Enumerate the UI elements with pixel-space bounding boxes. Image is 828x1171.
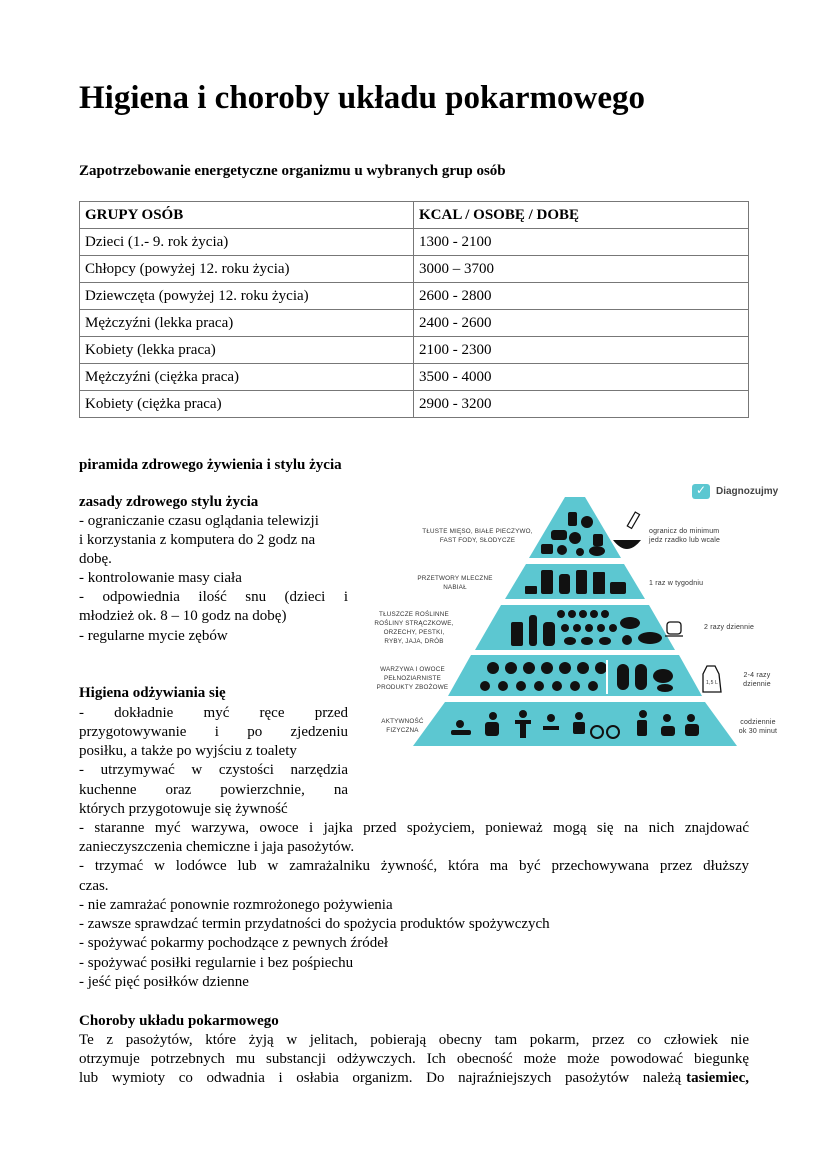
cell-group: Kobiety (ciężka praca) (80, 391, 414, 418)
table-row (80, 310, 749, 337)
label-line: ok 30 minut (738, 728, 778, 735)
energy-table (79, 201, 749, 418)
hygiene-line: - spożywać posiłki regularnie i bez pośpiechu (79, 955, 354, 971)
level-label-fats (365, 610, 463, 646)
diseases-heading: Choroby układu pokarmowego (79, 1013, 279, 1029)
cell-kcal: 3500 - 4000 (414, 364, 749, 391)
lifestyle-heading: zasady zdrowego stylu życia (79, 494, 259, 510)
freq-label-activity (731, 718, 785, 736)
label-line: TŁUSZCZE ROŚLINNE (379, 611, 449, 618)
label-line: WARZYWA I OWOCE (380, 666, 445, 673)
food-pyramid (365, 482, 795, 757)
cell-kcal: 3000 – 3700 (414, 256, 749, 283)
label-line: jedz rzadko lub wcale (649, 537, 721, 544)
cup-icon (665, 622, 683, 636)
hygiene-line: zanieczyszczenia chemiczne i jaja pasożytów. (79, 839, 355, 855)
table-row (80, 229, 749, 256)
hygiene-line: posiłku, a także po wyjściu z toalety (79, 743, 297, 759)
hygiene-line: - staranne myć warzywa, owoce i jajka przed spożyciem, ponieważ mogą się na nich znajdować (79, 820, 749, 836)
hygiene-line: kuchenne oraz powierzchnie, na (79, 782, 348, 798)
lifestyle-line: - kontrolowanie masy ciała (79, 570, 242, 586)
cell-kcal: 2100 - 2300 (414, 337, 749, 364)
cell-group: Mężczyźni (ciężka praca) (80, 364, 414, 391)
hygiene-line: - spożywać pokarmy pochodzące z pewnych źródeł (79, 935, 389, 951)
diseases-line: otrzymuje potrzebnych mu substancji odżywczych. Ich obecność może może powodować biegunkę (79, 1051, 749, 1067)
label-line: ORZECHY, PESTKI, (383, 629, 445, 636)
pyramid-heading: piramida zdrowego żywienia i stylu życia (79, 457, 342, 473)
label-line: FIZYCZNA (386, 727, 419, 734)
table-row (80, 391, 749, 418)
brand-badge: Diagnozujmy (716, 486, 779, 497)
cell-kcal: 1300 - 2100 (414, 229, 749, 256)
label-line: RYBY, JAJA, DRÓB (384, 638, 444, 645)
diseases-line: lub wymioty co odwadnia i osłabia organizm. Do najraźniejszych pasożytów należą (79, 1070, 682, 1086)
lifestyle-line: - ograniczanie czasu oglądania telewizji (79, 513, 319, 529)
level-label-top (405, 527, 550, 545)
table-row (80, 283, 749, 310)
label-line: PEŁNOZIARNISTE (383, 675, 442, 682)
label-line: AKTYWNOŚĆ (381, 718, 424, 725)
table-caption: Zapotrzebowanie energetyczne organizmu u wybranych grup osób (79, 163, 506, 179)
cell-group: Mężczyźni (lekka praca) (80, 310, 414, 337)
check-icon: ✓ (692, 484, 710, 499)
cell-group: Dzieci (1.- 9. rok życia) (80, 229, 414, 256)
label-line: ROŚLINY STRĄCZKOWE, (374, 620, 454, 627)
bowl-icon (613, 512, 641, 549)
diseases-line: Te z pasożytów, które żyją w jelitach, pobierają obecny tam pokarm, przez co człowiek nie (79, 1032, 749, 1048)
tapeworm-term: tasiemiec, (686, 1070, 749, 1086)
lifestyle-line: - regularne mycie zębów (79, 628, 228, 644)
hygiene-heading: Higiena odżywiania się (79, 685, 226, 701)
header-kcal: KCAL / OSOBĘ / DOBĘ (414, 202, 749, 229)
label-line: dziennie (743, 681, 771, 688)
lifestyle-line: - odpowiednia ilość snu (dzieci i (79, 589, 348, 605)
bottle-label: 1,5 L (706, 680, 719, 686)
label-line: 2-4 razy (743, 672, 771, 679)
water-jug-icon (703, 666, 721, 692)
level-label-vegetables (365, 665, 460, 692)
hygiene-line: - utrzymywać w czystości narzędzia (79, 762, 348, 778)
hygiene-line: - zawsze sprawdzać termin przydatności do spożycia produktów spożywczych (79, 916, 550, 932)
cell-group: Dziewczęta (powyżej 12. roku życia) (80, 283, 414, 310)
diseases-last-line (79, 1070, 749, 1087)
cell-kcal: 2900 - 3200 (414, 391, 749, 418)
label-line: FAST FODY, SŁODYCZE (439, 537, 516, 544)
header-groups: GRUPY OSÓB (80, 202, 414, 229)
hygiene-line: których przygotowuje się żywność (79, 801, 288, 817)
hygiene-line: - jeść pięć posiłków dzienne (79, 974, 249, 990)
table-row (80, 364, 749, 391)
hygiene-line: - dokładnie myć ręce przed (79, 705, 348, 721)
freq-label-dairy: 1 raz w tygodniu (649, 580, 704, 587)
hygiene-line: przygotowywanie i po zjedzeniu (79, 724, 348, 740)
freq-label-top (649, 527, 749, 545)
hygiene-line: - nie zamrażać ponownie rozmrożonego pożywienia (79, 897, 393, 913)
label-line: PRODUKTY ZBOŻOWE (376, 684, 449, 691)
freq-label-fats: 2 razy dziennie (704, 624, 755, 631)
cell-kcal: 2400 - 2600 (414, 310, 749, 337)
label-line: codziennie (740, 719, 776, 726)
freq-label-vegetables (737, 671, 777, 689)
label-line: TŁUSTE MIĘSO, BIAŁE PIECZYWO, (422, 528, 533, 535)
cell-group: Chłopcy (powyżej 12. roku życia) (80, 256, 414, 283)
table-row (80, 337, 749, 364)
label-line: ogranicz do minimum (649, 528, 720, 535)
level-label-activity (365, 717, 440, 735)
page-title: Higiena i choroby układu pokarmowego (79, 80, 645, 116)
lifestyle-line: młodzież ok. 8 – 10 godz na dobę) (79, 608, 287, 624)
lifestyle-line: i korzystania z komputera do 2 godz na (79, 532, 316, 548)
label-line: PRZETWORY MLECZNE (417, 575, 493, 582)
cell-kcal: 2600 - 2800 (414, 283, 749, 310)
hygiene-line: - trzymać w lodówce lub w zamrażalniku żywność, która ma być przechowywana przez dłuższy (79, 858, 749, 874)
lifestyle-line: dobę. (79, 551, 112, 567)
hygiene-line: czas. (79, 878, 109, 894)
level-label-dairy (405, 574, 505, 592)
table-row (80, 256, 749, 283)
table-header-row (80, 202, 749, 229)
cell-group: Kobiety (lekka praca) (80, 337, 414, 364)
label-line: NABIAŁ (443, 584, 467, 591)
